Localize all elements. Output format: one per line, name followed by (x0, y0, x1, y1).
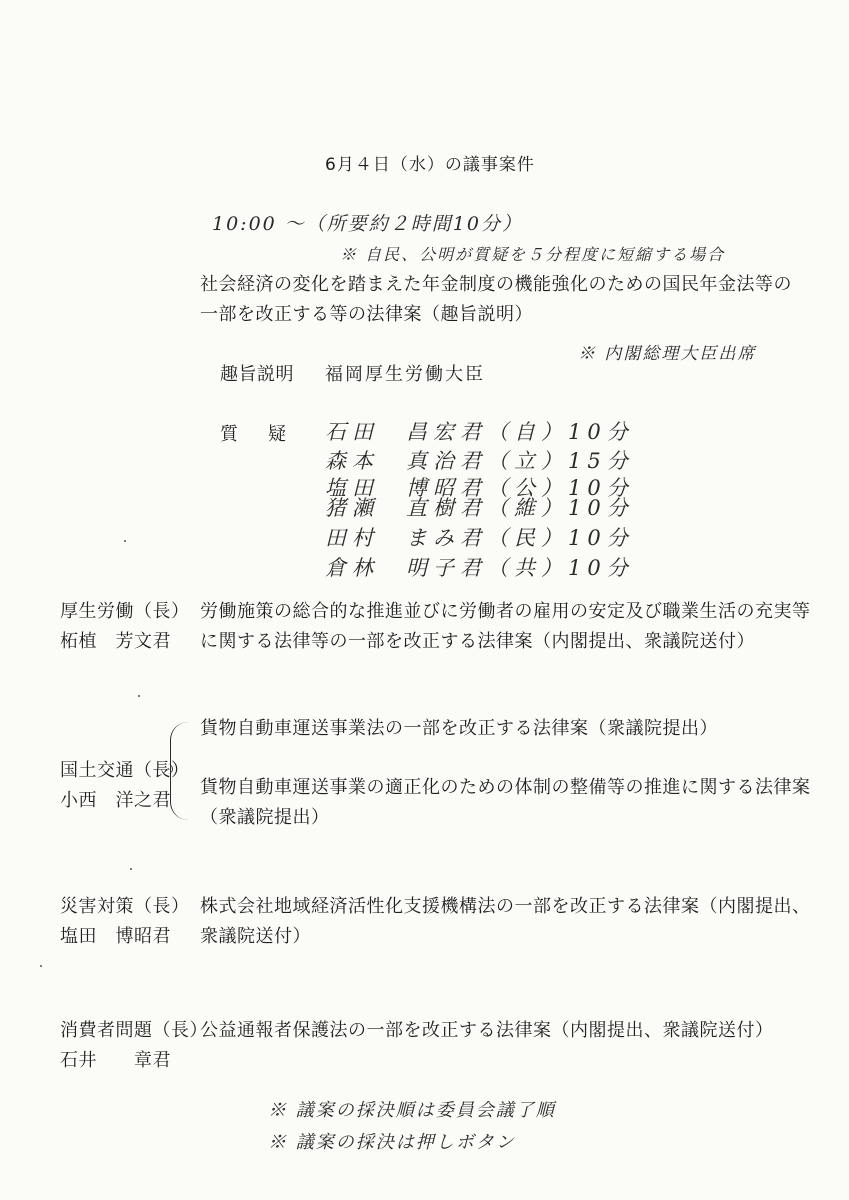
footnote: ※ 議案の採決順は委員会議了順 (268, 1100, 556, 1121)
questions-label: 質 疑 (220, 424, 292, 445)
questioner-row: 倉林 明子君（共）10分 (325, 556, 634, 580)
committee-chair: 小西 洋之君 (60, 790, 171, 811)
session-time: 10:00 ～（所要約２時間10分） (212, 213, 523, 235)
pm-attendance-note: ※ 内閣総理大臣出席 (578, 344, 757, 364)
shorten-note: ※ 自民、公明が質疑を５分程度に短縮する場合 (340, 245, 726, 264)
committee-name: 厚生労働（長） (60, 601, 190, 622)
committee-chair: 塩田 博昭君 (60, 926, 171, 947)
committee-chair: 石井 章君 (60, 1050, 171, 1071)
questioner-row: 田村 まみ君（民）10分 (325, 526, 634, 550)
scan-speck (130, 868, 132, 870)
committee-bill-a: 貨物自動車運送事業法の一部を改正する法律案（衆議院提出） (200, 718, 718, 739)
committee-name: 災害対策（長） (60, 896, 190, 917)
pension-bill-line1: 社会経済の変化を踏まえた年金制度の機能強化のための国民年金法等の (200, 274, 792, 295)
questioner-row: 石田 昌宏君（自）10分 (325, 420, 634, 444)
questioner-row: 森本 真治君（立）15分 (325, 449, 634, 473)
scan-speck (138, 695, 140, 697)
explanation-label: 趣旨説明 (220, 364, 294, 385)
questioner-row: 猪瀬 直樹君（維）10分 (325, 496, 634, 520)
committee-bill-line1: 公益通報者保護法の一部を改正する法律案（内閣提出、衆議院送付） (200, 1020, 774, 1041)
questioner-row: 塩田 博昭君（公）10分 (325, 476, 634, 500)
explanation-person: 福岡厚生労働大臣 (325, 364, 485, 385)
committee-chair: 柘植 芳文君 (60, 631, 171, 652)
committee-name: 国土交通（長） (60, 760, 190, 781)
committee-bill-b-line2: （衆議院提出） (200, 807, 330, 828)
scan-speck (40, 965, 42, 967)
committee-bill-line2: 衆議院送付） (200, 926, 311, 947)
bracket (170, 722, 193, 820)
committee-bill-line2: に関する法律等の一部を改正する法律案（内閣提出、衆議院送付） (200, 631, 755, 652)
page-title: 6月４日（水）の議事案件 (325, 155, 535, 175)
bracket-tip (160, 764, 173, 774)
committee-bill-line1: 株式会社地域経済活性化支援機構法の一部を改正する法律案（内閣提出、 (200, 896, 811, 917)
pension-bill-line2: 一部を改正する等の法律案（趣旨説明） (200, 304, 533, 325)
committee-bill-line1: 労働施策の総合的な推進並びに労働者の雇用の安定及び職業生活の充実等 (200, 601, 811, 622)
footnote: ※ 議案の採決は押しボタン (268, 1132, 516, 1153)
committee-name: 消費者問題（長） (60, 1020, 208, 1041)
scan-speck (124, 540, 126, 542)
committee-bill-b-line1: 貨物自動車運送事業の適正化のための体制の整備等の推進に関する法律案 (200, 777, 811, 798)
